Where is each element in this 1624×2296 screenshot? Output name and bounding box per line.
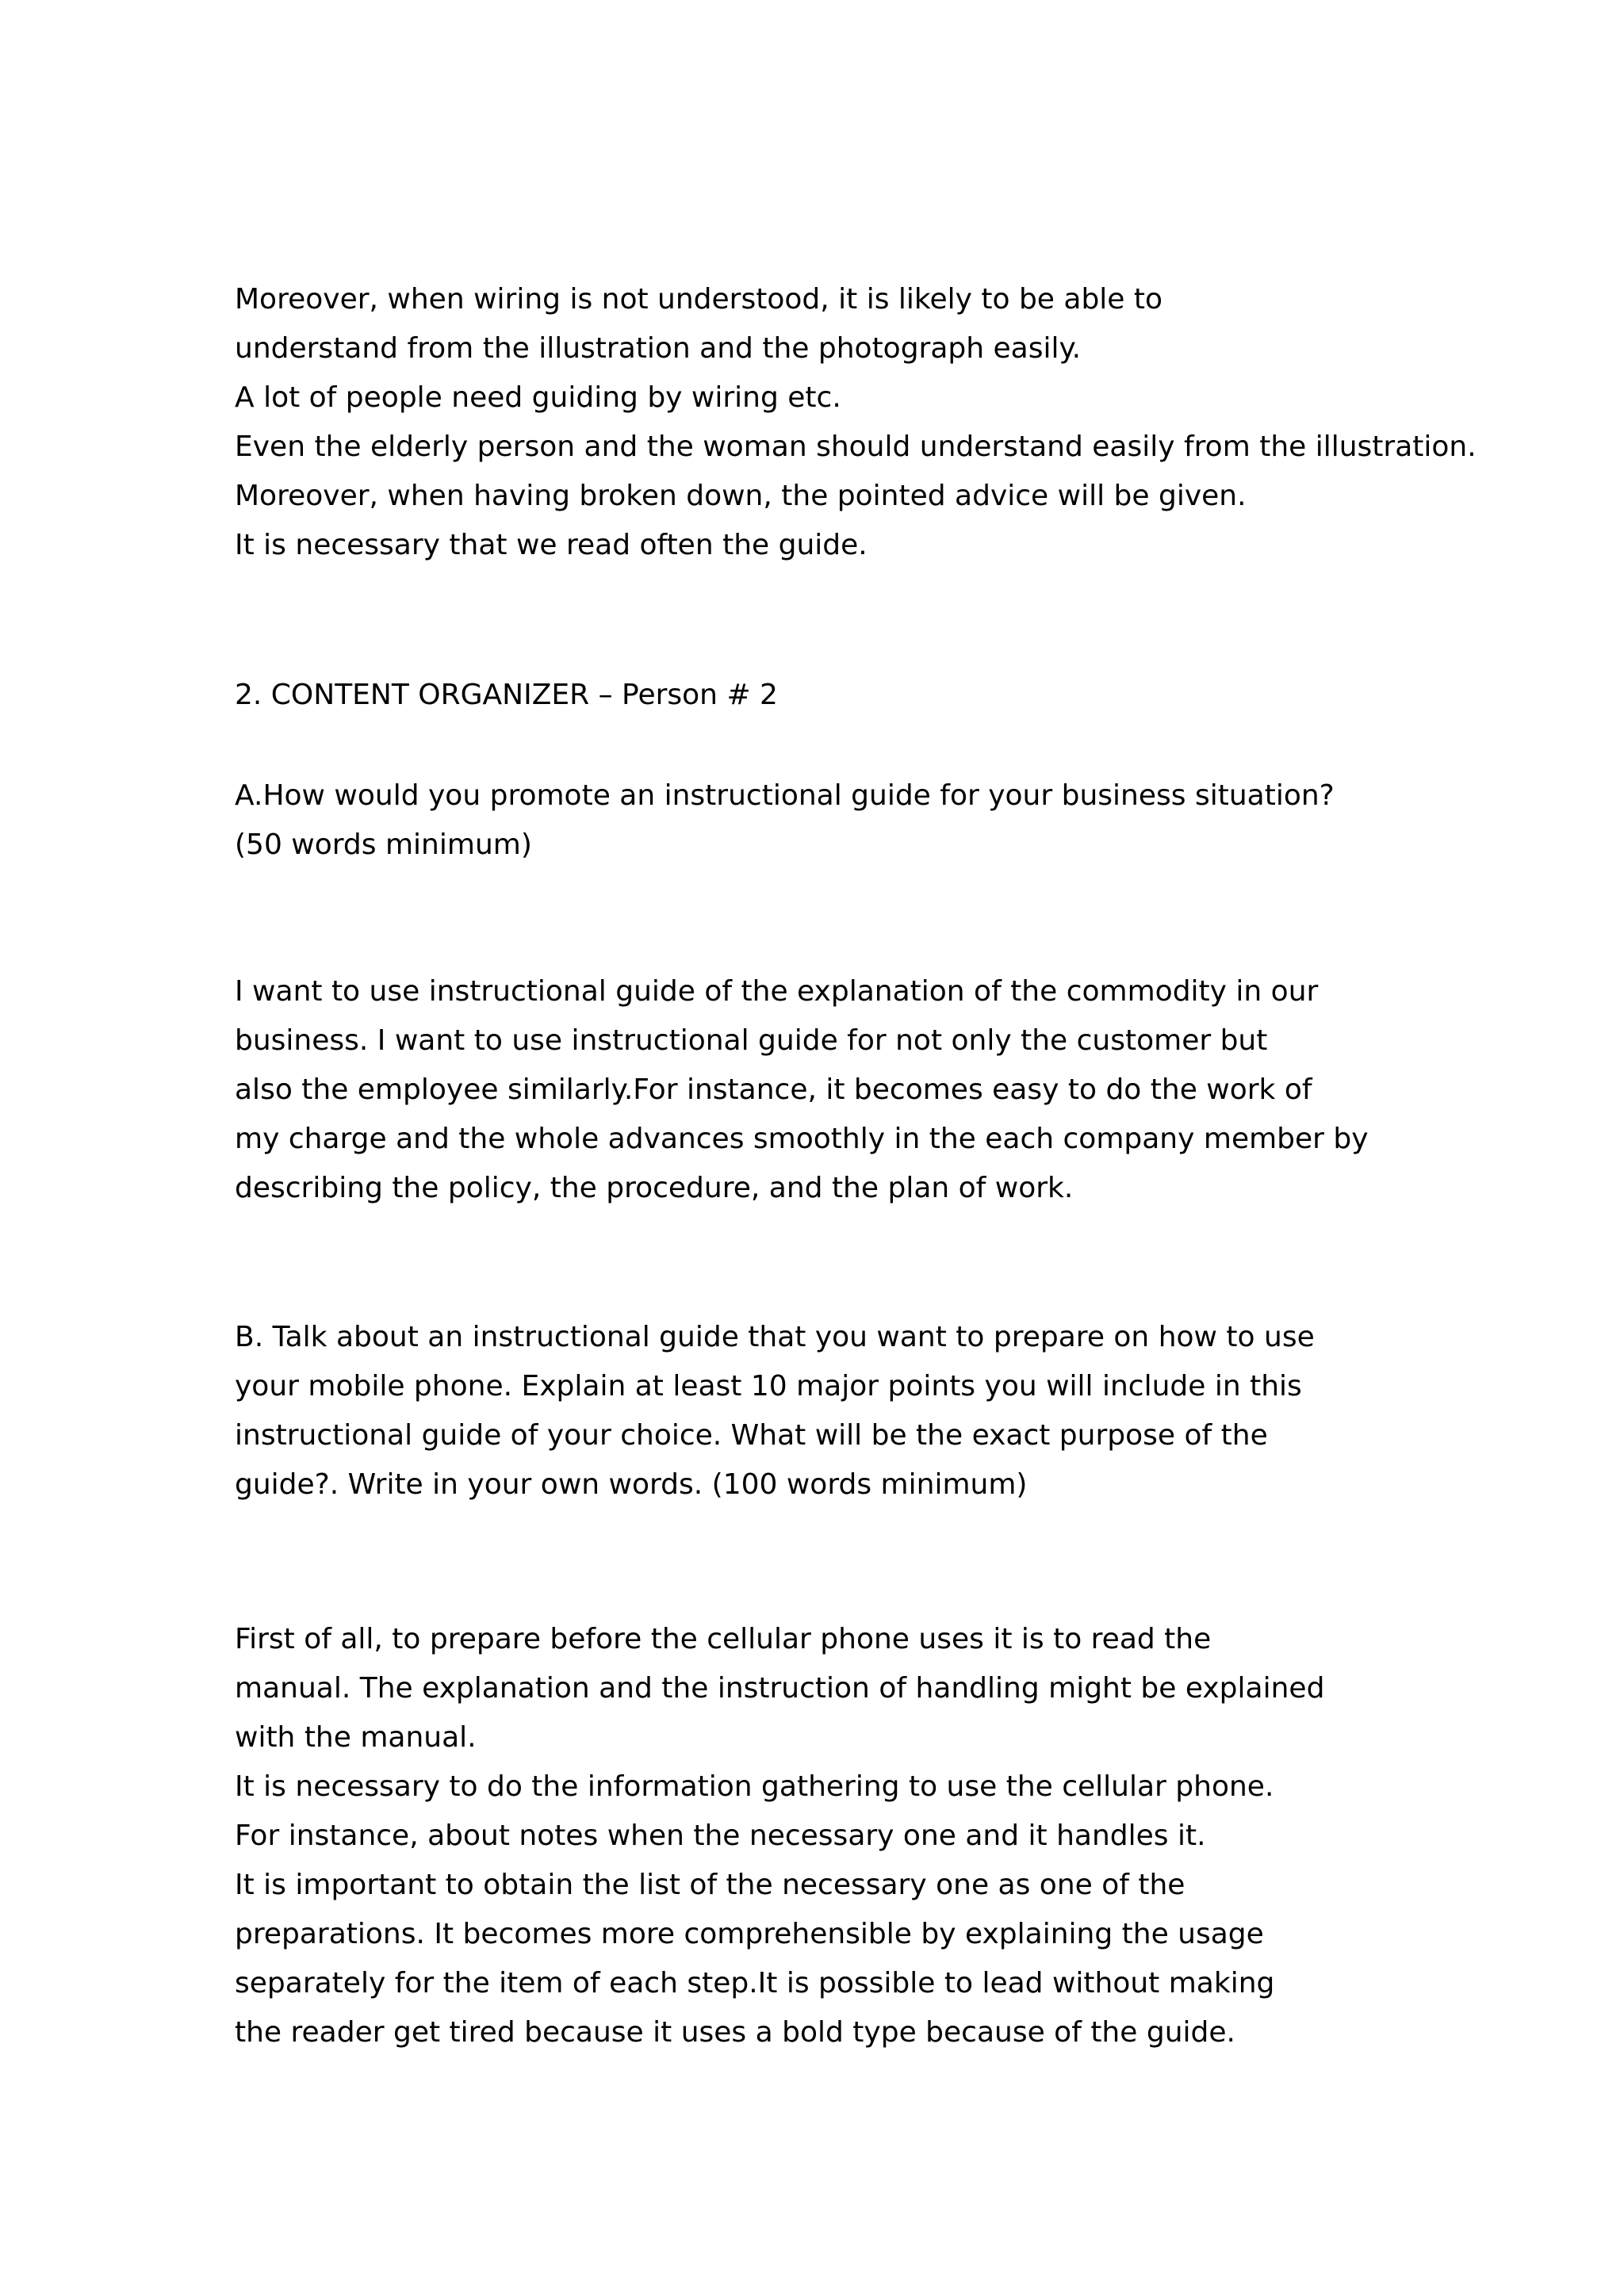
answer-b-paragraph xyxy=(235,1615,1583,2057)
text-line: the reader get tired because it uses a bold type because of the guide. xyxy=(235,2016,1235,2049)
text-line: your mobile phone. Explain at least 10 major points you will include in this xyxy=(235,1370,1302,1402)
text-line: (50 words minimum) xyxy=(235,828,532,861)
text-line: It is necessary to do the information gathering to use the cellular phone. xyxy=(235,1770,1274,1803)
text-line: describing the policy, the procedure, and the plan of work. xyxy=(235,1172,1074,1204)
section-heading-text: 2. CONTENT ORGANIZER – Person # 2 xyxy=(235,679,778,711)
text-line: with the manual. xyxy=(235,1721,477,1754)
text-line: manual. The explanation and the instruction of handling might be explained xyxy=(235,1672,1325,1705)
text-line: A lot of people need guiding by wiring etc. xyxy=(235,381,841,414)
question-b xyxy=(235,1313,1583,1510)
section-heading xyxy=(235,671,1583,720)
text-line: my charge and the whole advances smoothly in the each company member by xyxy=(235,1123,1369,1155)
text-line: guide?. Write in your own words. (100 words minimum) xyxy=(235,1468,1028,1501)
answer-a-paragraph xyxy=(235,967,1583,1213)
text-line: Even the elderly person and the woman should understand easily from the illustration. xyxy=(235,430,1477,463)
text-line: preparations. It becomes more comprehensible by explaining the usage xyxy=(235,1918,1264,1950)
text-line: It is important to obtain the list of the necessary one as one of the xyxy=(235,1869,1185,1901)
text-line: Moreover, when having broken down, the pointed advice will be given. xyxy=(235,480,1247,512)
text-line: A.How would you promote an instructional guide for your business situation? xyxy=(235,779,1335,812)
text-line: B. Talk about an instructional guide that you want to prepare on how to use xyxy=(235,1321,1315,1353)
text-line: For instance, about notes when the necessary one and it handles it. xyxy=(235,1820,1206,1852)
text-line: instructional guide of your choice. What will be the exact purpose of the xyxy=(235,1419,1268,1452)
text-line: I want to use instructional guide of the explanation of the commodity in our xyxy=(235,975,1319,1008)
text-line: understand from the illustration and the photograph easily. xyxy=(235,332,1082,365)
text-line: separately for the item of each step.It is possible to lead without making xyxy=(235,1967,1275,1999)
question-a xyxy=(235,771,1583,870)
text-line: also the employee similarly.For instance, it becomes easy to do the work of xyxy=(235,1073,1312,1106)
text-line: First of all, to prepare before the cellular phone uses it is to read the xyxy=(235,1623,1212,1655)
text-line: Moreover, when wiring is not understood, it is likely to be able to xyxy=(235,283,1163,316)
intro-paragraph xyxy=(235,275,1583,570)
text-line: It is necessary that we read often the guide. xyxy=(235,529,868,561)
text-line: business. I want to use instructional guide for not only the customer but xyxy=(235,1024,1268,1057)
